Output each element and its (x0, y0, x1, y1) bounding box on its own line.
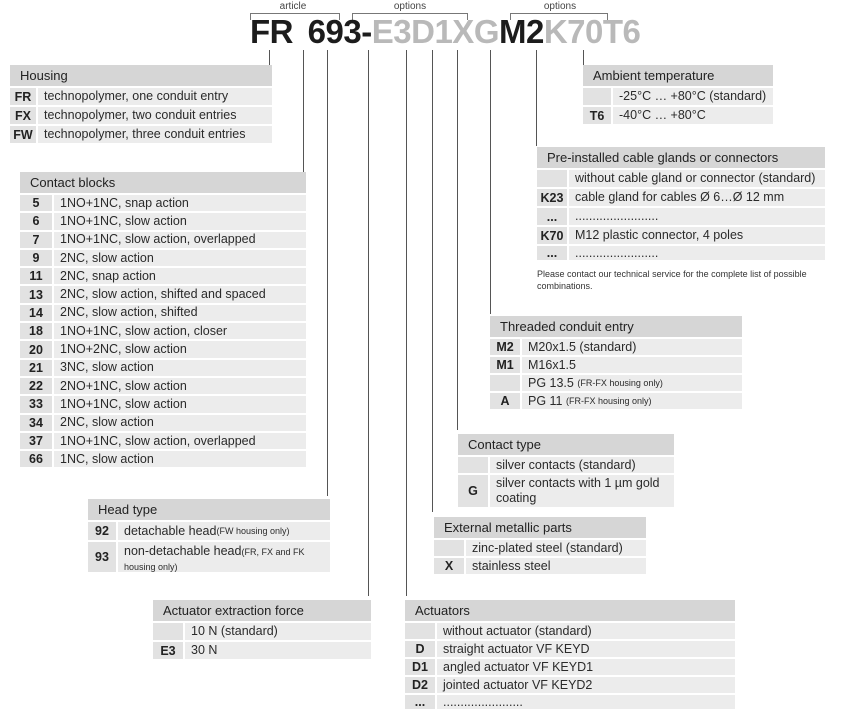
row-desc-text: detachable head (124, 523, 217, 538)
actuators-section (405, 600, 735, 711)
actuators-title: Actuators (405, 600, 735, 621)
housing-section (10, 65, 272, 145)
table-row (20, 195, 306, 211)
row-desc: 1NO+2NC, slow action (54, 341, 306, 357)
row-desc: 30 N (185, 642, 371, 659)
row-desc (118, 542, 330, 572)
options-label-right: options (543, 1, 577, 12)
row-desc (118, 522, 330, 540)
row-code: M1 (490, 357, 520, 373)
row-code: K23 (537, 189, 567, 206)
row-desc: cable gland for cables Ø 6…Ø 12 mm (569, 189, 825, 206)
actuator-force-section (153, 600, 371, 661)
row-desc: M12 plastic connector, 4 poles (569, 227, 825, 244)
row-note: (FR-FX housing only) (577, 377, 663, 388)
row-code: D (405, 641, 435, 657)
row-desc: 3NC, slow action (54, 360, 306, 376)
row-desc: silver contacts with 1 µm gold coating (490, 475, 674, 507)
row-code: 6 (20, 213, 52, 229)
row-code (490, 375, 520, 391)
table-row (88, 522, 330, 540)
table-row (405, 623, 735, 639)
row-desc: 2NC, snap action (54, 268, 306, 284)
row-code (153, 623, 183, 640)
table-row (20, 341, 306, 357)
external-parts-title: External metallic parts (434, 517, 646, 538)
row-desc: technopolymer, two conduit entries (38, 107, 272, 124)
row-code (537, 170, 567, 187)
row-code: 7 (20, 232, 52, 248)
table-row (153, 642, 371, 659)
row-desc: without cable gland or connector (standard) (569, 170, 825, 187)
table-row (458, 475, 674, 507)
row-code: FR (10, 88, 36, 105)
table-row (153, 623, 371, 640)
row-desc: 1NO+1NC, slow action, overlapped (54, 433, 306, 449)
table-row (583, 88, 773, 105)
row-code: T6 (583, 107, 611, 124)
contact-blocks-title: Contact blocks (20, 172, 306, 193)
row-desc: 2NC, slow action, shifted (54, 305, 306, 321)
row-desc: 2NC, slow action, shifted and spaced (54, 286, 306, 302)
table-row (583, 107, 773, 124)
code-force: E3 (371, 13, 412, 50)
row-code: ... (405, 695, 435, 709)
contact-type-section (458, 434, 674, 509)
row-code: K70 (537, 227, 567, 244)
row-code: FW (10, 126, 36, 143)
row-code: 37 (20, 433, 52, 449)
row-desc: 1NO+1NC, slow action, overlapped (54, 232, 306, 248)
table-row (490, 375, 742, 391)
external-parts-section (434, 517, 646, 576)
row-code: ... (537, 208, 567, 225)
row-desc: -25°C … +80°C (standard) (613, 88, 773, 105)
code-conduit: M2 (498, 13, 544, 50)
row-desc-text: non-detachable head (124, 544, 242, 558)
row-code (583, 88, 611, 105)
table-row (405, 677, 735, 693)
row-code: 5 (20, 195, 52, 211)
row-desc: technopolymer, three conduit entries (38, 126, 272, 143)
row-desc (522, 357, 742, 373)
code-metal: X (452, 13, 474, 50)
table-row (405, 659, 735, 675)
row-code (458, 457, 488, 473)
table-row (20, 415, 306, 431)
row-desc: 2NC, slow action (54, 415, 306, 431)
row-desc: technopolymer, one conduit entry (38, 88, 272, 105)
row-code: 21 (20, 360, 52, 376)
cable-glands-section (537, 147, 825, 262)
row-desc: 1NO+1NC, slow action, closer (54, 323, 306, 339)
row-desc-text: PG 13.5 (528, 375, 574, 390)
row-code (405, 623, 435, 639)
connector-contact-type (457, 50, 458, 430)
row-code: M2 (490, 339, 520, 355)
connector-head-type (327, 50, 328, 496)
cable-glands-note: Please contact our technical service for the complete list of possible combinations. (537, 269, 807, 291)
row-code: 66 (20, 451, 52, 467)
row-desc: straight actuator VF KEYD (437, 641, 735, 657)
table-row (537, 189, 825, 206)
row-code: ... (537, 246, 567, 260)
row-desc: 10 N (standard) (185, 623, 371, 640)
actuator-force-title: Actuator extraction force (153, 600, 371, 621)
row-desc: 1NO+1NC, slow action (54, 396, 306, 412)
row-desc: ........................ (569, 246, 825, 260)
row-desc: 1NO+1NC, snap action (54, 195, 306, 211)
row-desc (522, 375, 742, 391)
row-desc: without actuator (standard) (437, 623, 735, 639)
row-code: 93 (88, 542, 116, 572)
table-row (490, 393, 742, 409)
contact-type-title: Contact type (458, 434, 674, 455)
table-row (20, 451, 306, 467)
table-row (10, 107, 272, 124)
row-code: FX (10, 107, 36, 124)
row-code: G (458, 475, 488, 507)
row-code: 22 (20, 378, 52, 394)
table-row (537, 170, 825, 187)
row-code: E3 (153, 642, 183, 659)
code-temp: T6 (602, 13, 641, 50)
conduit-entry-section (490, 316, 742, 411)
code-actuator: D1 (411, 13, 453, 50)
connector-contact-blocks (303, 50, 304, 172)
table-row (10, 88, 272, 105)
table-row (20, 433, 306, 449)
table-row (537, 246, 825, 260)
conduit-entry-title: Threaded conduit entry (490, 316, 742, 337)
row-desc: stainless steel (466, 558, 646, 574)
row-desc (522, 393, 742, 409)
row-desc-text: PG 11 (528, 393, 563, 408)
product-code (250, 14, 640, 50)
table-row (20, 232, 306, 248)
row-code: 18 (20, 323, 52, 339)
contact-blocks-section (20, 172, 306, 469)
table-row (20, 360, 306, 376)
connector-actuators (406, 50, 407, 596)
row-code: 20 (20, 341, 52, 357)
table-row (20, 286, 306, 302)
row-desc: 1NO+1NC, slow action (54, 213, 306, 229)
row-desc: 2NC, slow action (54, 250, 306, 266)
table-row (434, 558, 646, 574)
row-note: (FR, FX and FK housing only) (124, 547, 305, 572)
head-type-section (88, 499, 330, 574)
row-note: (FW housing only) (216, 525, 290, 536)
row-desc: ........................ (569, 208, 825, 225)
table-row (490, 357, 742, 373)
row-desc: zinc-plated steel (standard) (466, 540, 646, 556)
row-code: 92 (88, 522, 116, 540)
connector-force (368, 50, 369, 596)
table-row (10, 126, 272, 143)
code-contact-type: G (473, 13, 499, 50)
table-row (88, 542, 330, 572)
row-code: X (434, 558, 464, 574)
row-code: 9 (20, 250, 52, 266)
head-type-title: Head type (88, 499, 330, 520)
table-row (537, 227, 825, 244)
row-code (434, 540, 464, 556)
table-row (405, 695, 735, 709)
row-desc-text: M20x1.5 (standard) (528, 339, 637, 354)
table-row (458, 457, 674, 473)
connector-conduit (490, 50, 491, 314)
row-code: D1 (405, 659, 435, 675)
table-row (20, 305, 306, 321)
table-row (434, 540, 646, 556)
row-desc (522, 339, 742, 355)
row-desc: -40°C … +80°C (613, 107, 773, 124)
connector-metal (432, 50, 433, 512)
row-desc: jointed actuator VF KEYD2 (437, 677, 735, 693)
row-code: 14 (20, 305, 52, 321)
row-note: (FR-FX housing only) (566, 395, 652, 406)
table-row (405, 641, 735, 657)
table-row (490, 339, 742, 355)
table-row (20, 268, 306, 284)
row-desc: 2NO+1NC, slow action (54, 378, 306, 394)
row-code: D2 (405, 677, 435, 693)
table-row (20, 250, 306, 266)
row-desc-text: M16x1.5 (528, 357, 576, 372)
row-code: 34 (20, 415, 52, 431)
table-row (20, 378, 306, 394)
ambient-temp-section (583, 65, 773, 126)
row-code: 33 (20, 396, 52, 412)
table-row (20, 396, 306, 412)
row-code: 13 (20, 286, 52, 302)
row-desc: silver contacts (standard) (490, 457, 674, 473)
article-label: article (279, 1, 307, 12)
options-label-left: options (393, 1, 427, 12)
row-code: 11 (20, 268, 52, 284)
code-gland: K70 (543, 13, 603, 50)
connector-gland (536, 50, 537, 146)
row-desc: angled actuator VF KEYD1 (437, 659, 735, 675)
ambient-temp-title: Ambient temperature (583, 65, 773, 86)
cable-glands-title: Pre-installed cable glands or connectors (537, 147, 825, 168)
housing-title: Housing (10, 65, 272, 86)
row-desc: ....................... (437, 695, 735, 709)
table-row (537, 208, 825, 225)
connector-temp (583, 50, 584, 66)
row-desc: 1NC, slow action (54, 451, 306, 467)
row-code: A (490, 393, 520, 409)
table-row (20, 323, 306, 339)
code-housing: FR (250, 13, 293, 50)
table-row (20, 213, 306, 229)
code-contact-head: 693 (307, 13, 362, 50)
code-dash: - (361, 13, 372, 50)
